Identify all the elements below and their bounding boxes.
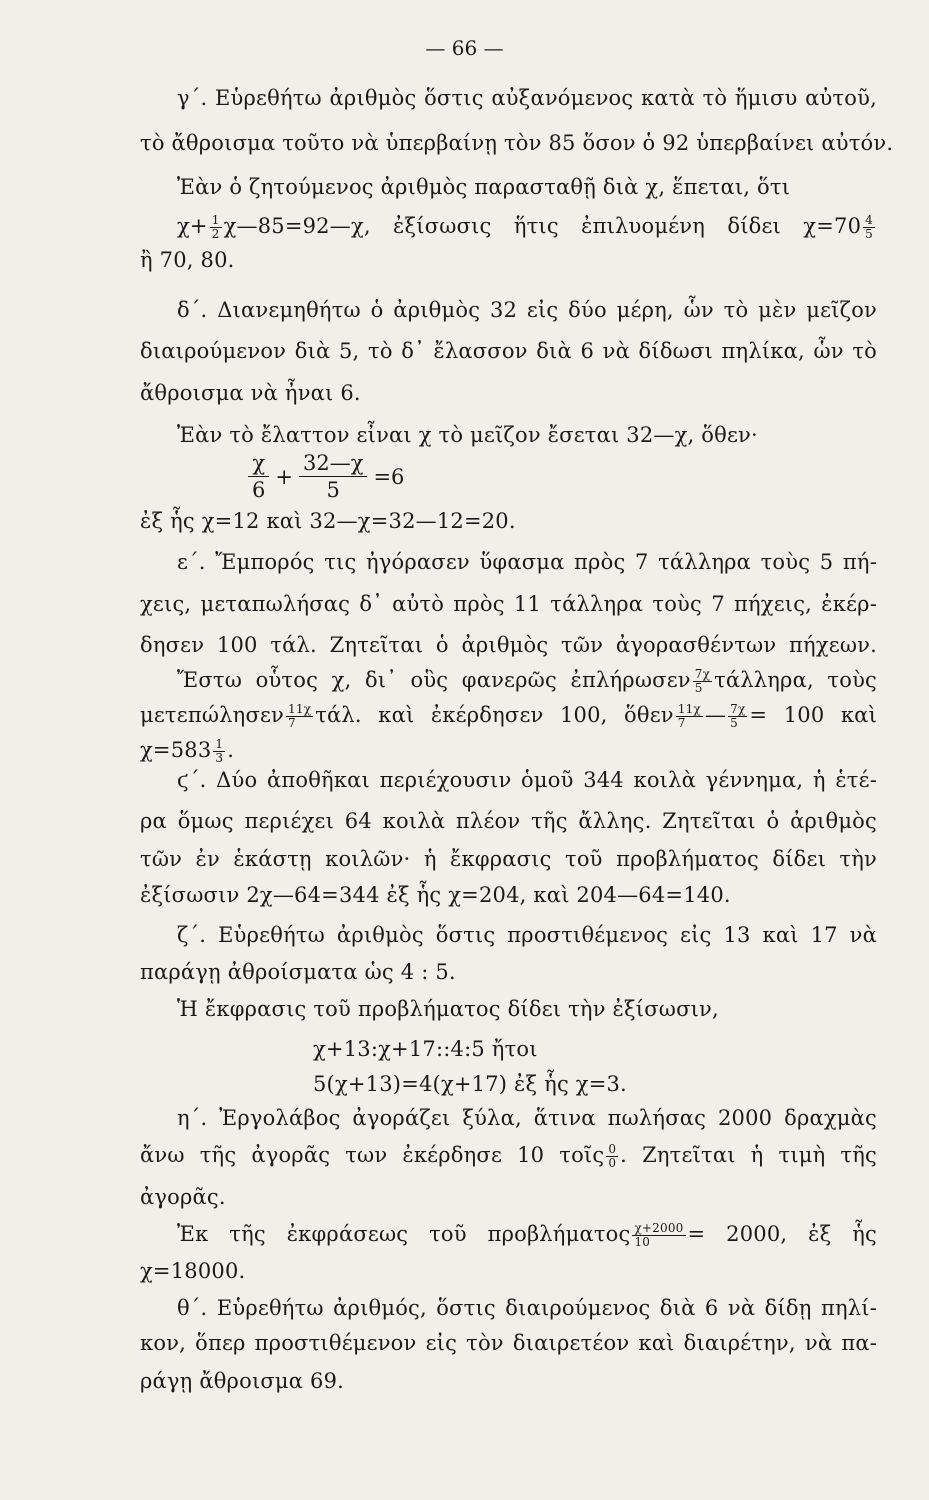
fraction [210,214,222,241]
text-line: η΄. Ἐργολάβος ἀγοράζει ξύλα, ἅτινα πωλήσας 2000 δραχμὰς [177,1106,877,1130]
fraction [728,703,747,730]
text-line: ἀγορᾶς. [140,1185,226,1209]
numerator: 11χ [677,702,701,716]
denominator: 7 [288,716,296,730]
numerator: 11χ [288,702,312,716]
text-line: ε΄. Ἔμπορός τις ἠγόρασεν ὕφασμα πρὸς 7 τάλληρα τοὺς 5 πή- [177,550,877,574]
eq-text: Ἔστω οὗτος χ, δι᾽ οὓς φανερῶς ἐπλήρωσεν [177,668,691,692]
text-line: χεις, μεταπωλήσας δ᾽ αὐτὸ πρὸς 11 τάλληρα τοὺς 7 πήχεις, ἐκέρ- [140,592,877,616]
fraction [676,703,703,730]
text-line: ἐξ ἧς χ=12 καὶ 32—χ=32—12=20. [140,509,516,533]
fraction [693,668,712,695]
fraction [863,214,875,241]
text-line: ρα ὅμως περιέχει 64 κοιλὰ πλέον τῆς ἄλλης. Ζητεῖται ὁ ἀριθμὸς [140,809,877,833]
denominator: 5 [694,681,703,695]
fraction-equation [248,450,410,503]
minus-sign: — [704,703,727,727]
denominator: 7 [677,716,686,730]
fraction [632,1222,685,1249]
text-line: ἄθροισμα νὰ ἦναι 6. [140,381,361,405]
denominator: 0 [608,1156,617,1170]
equation-line [177,1219,877,1249]
numerator: 32—χ [299,450,367,477]
numerator: 7χ [694,667,711,681]
numerator: 0 [608,1142,617,1156]
text-line: Ἐὰν ὁ ζητούμενος ἀριθμὸς παρασταθῇ διὰ χ, ἕπεται, ὅτι [177,175,791,199]
eq-text: = 100 καὶ [749,703,877,727]
equation-line [140,735,877,765]
plus-sign: + [275,464,293,489]
percent-sign [606,1143,618,1170]
text-line: Ἡ ἔκφρασις τοῦ προβλήματος δίδει τὴν ἐξίσωσιν, [177,997,719,1021]
equals-six: =6 [373,464,405,489]
text-line: παράγῃ ἀθροίσματα ὡς 4 : 5. [140,960,456,984]
denominator: 2 [211,227,220,241]
eq-text: = 2000, ἐξ ἧς [687,1222,877,1246]
denominator: 5 [326,478,340,502]
text-line: τὸ ἄθροισμα τοῦτο νὰ ὑπερβαίνῃ τὸν 85 ὅσον ὁ 92 ὑπερβαίνει αὐτόν. [140,131,894,155]
text-line: κον, ὅπερ προστιθέμενον εἰς τὸν διαιρετέον καὶ διαιρέτην, νὰ πα- [140,1331,877,1355]
text-line: δ΄. Διανεμηθήτω ὁ ἀριθμὸς 32 εἰς δύο μέρη, ὧν τὸ μὲν μεῖζον [177,298,877,322]
numerator: 1 [211,213,220,227]
denominator: 5 [730,716,738,730]
denominator: 3 [215,751,224,765]
text-line: ζ΄. Εὑρεθήτω ἀριθμὸς ὅστις προστιθέμενος εἰς 13 καὶ 17 νὰ [177,923,877,947]
denominator: 10 [634,1235,651,1249]
text-line: διαιρούμενον διὰ 5, τὸ δ᾽ ἔλασσον διὰ 6 νὰ δίδωσι πηλίκα, ὧν τὸ [140,339,877,363]
eq-text: χ=583 [140,738,212,762]
denominator: 6 [252,478,266,502]
fraction [213,738,225,765]
text-line: ράγῃ ἄθροισμα 69. [140,1369,345,1393]
text-line: ἢ 70, 80. [140,248,235,272]
eq-text: χ—85=92—χ, ἐξίσωσις ἥτις ἐπιλυομένη δίδει χ=70 [223,214,862,238]
eq-text: τάλληρα, τοὺς [714,668,878,692]
numerator: 7χ [730,702,746,716]
eq-text: . Ζητεῖται ἡ τιμὴ τῆς [620,1143,877,1167]
equation-line [140,700,877,730]
eq-text: ἄνω τῆς ἀγορᾶς των ἐκέρδησε 10 τοῖς [140,1143,605,1167]
fraction [248,450,269,503]
eq-text: μετεπώλησεν [140,703,285,727]
text-line: γ΄. Εὑρεθήτω ἀριθμὸς ὅστις αὐξανόμενος κατὰ τὸ ἥμισυ αὐτοῦ, [177,86,877,110]
text-line: χ=18000. [140,1259,246,1283]
denominator: 5 [865,227,873,241]
text-line: Ἐὰν τὸ ἔλαττον εἶναι χ τὸ μεῖζον ἔσεται 32—χ, ὅθεν· [177,423,758,447]
eq-text: . [227,738,235,762]
numerator: 4 [865,213,873,227]
text-line: δησεν 100 τάλ. Ζητεῖται ὁ ἀριθμὸς τῶν ἀγορασθέντων πήχεων. [140,633,877,657]
equation-line [140,1140,877,1170]
text-line: τῶν ἐν ἑκάστῃ κοιλῶν· ἡ ἔκφρασις τοῦ προβλήματος δίδει τὴν [140,847,877,871]
numerator: χ+2000 [634,1221,684,1235]
page-number: — 66 — [425,36,504,60]
text-line: θ΄. Εὑρεθήτω ἀριθμός, ὅστις διαιρούμενος διὰ 6 νὰ δίδῃ πηλί- [177,1296,877,1320]
eq-text: τάλ. καὶ ἐκέρδησεν 100, ὅθεν [315,703,674,727]
numerator: 1 [215,737,224,751]
eq-text: χ+ [177,214,208,238]
equation-line: 5(χ+13)=4(χ+17) ἐξ ἧς χ=3. [313,1072,627,1096]
text-line: ἐξίσωσιν 2χ—64=344 ἐξ ἧς χ=204, καὶ 204—64=140. [140,883,731,907]
fraction [299,450,367,503]
numerator: χ [248,450,269,477]
text-line: ϛ΄. Δύο ἀποθῆκαι περιέχουσιν ὁμοῦ 344 κοιλὰ γέννημα, ἡ ἑτέ- [177,768,877,792]
fraction [286,703,313,730]
equation-line [177,211,877,241]
equation-line [177,665,877,695]
eq-text: Ἐκ τῆς ἐκφράσεως τοῦ προβλήματος [177,1222,631,1246]
equation-line: χ+13:χ+17::4:5 ἤτοι [313,1037,538,1061]
